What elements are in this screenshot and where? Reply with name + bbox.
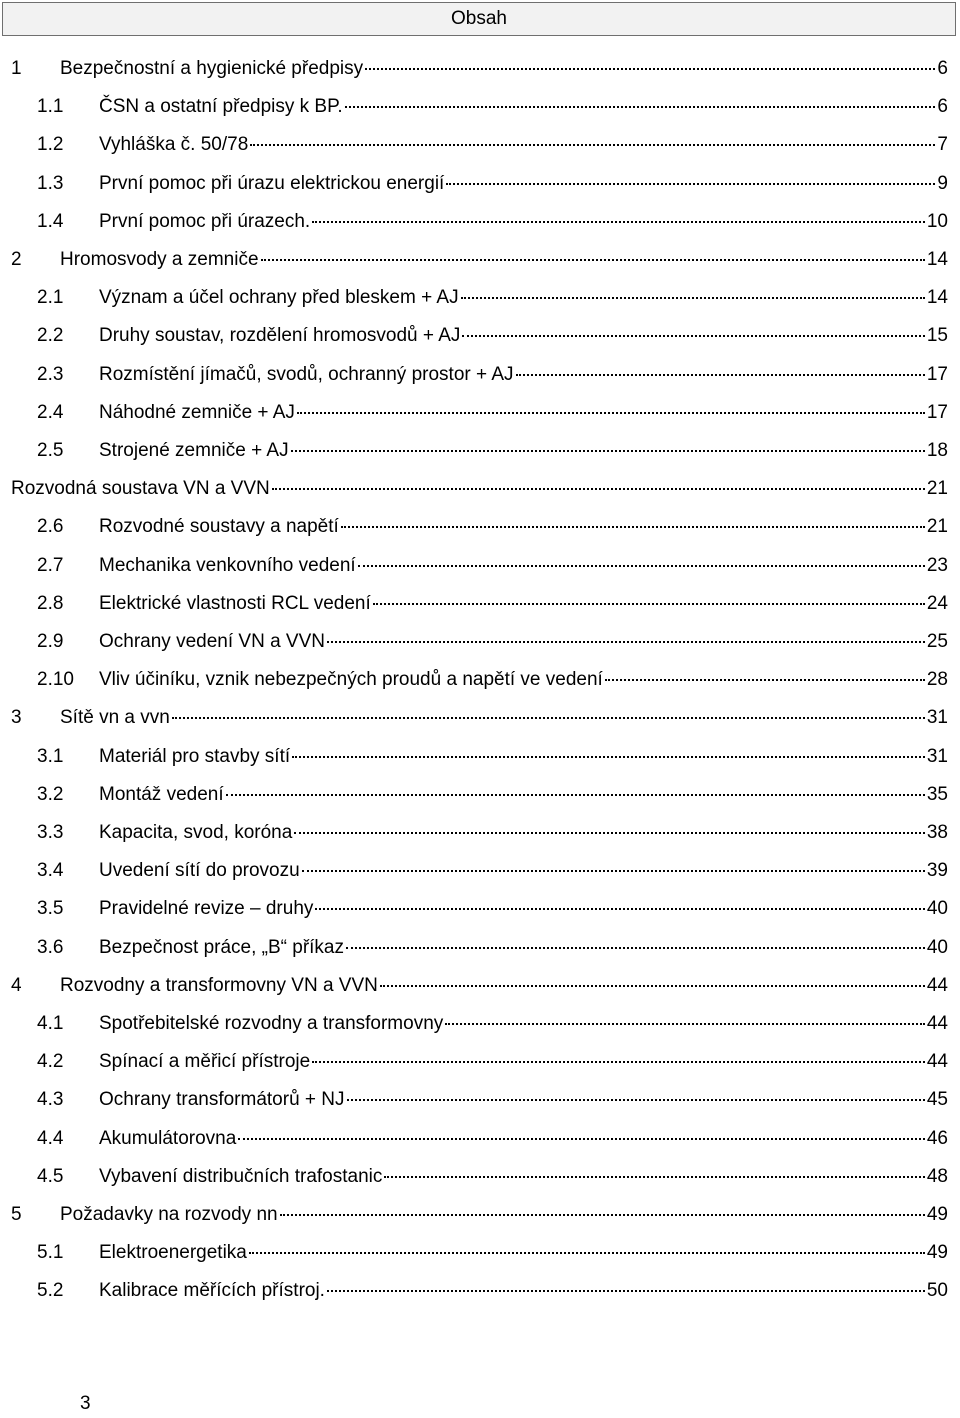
toc-entry-label: Ochrany vedení VN a VVN <box>99 631 325 652</box>
toc-entry-number: 2.1 <box>37 287 64 309</box>
toc-entry-line <box>99 547 948 585</box>
toc-entry[interactable] <box>0 356 960 394</box>
toc-entry[interactable] <box>0 1158 960 1196</box>
toc-entry[interactable] <box>0 88 960 126</box>
toc-entry[interactable] <box>0 929 960 967</box>
toc-entry-label: Rozvodné soustavy a napětí <box>99 516 339 538</box>
toc-entry-label: Akumulátorovna <box>99 1127 237 1149</box>
toc-entry-page: 23 <box>926 554 948 576</box>
toc-entry-page: 46 <box>926 1127 948 1149</box>
toc-entry-number: 3 <box>11 707 22 729</box>
toc-entry-page: 6 <box>937 96 948 118</box>
toc-leader-dots <box>249 1252 925 1254</box>
toc-entry-number: 4.3 <box>37 1089 64 1111</box>
toc-entry[interactable] <box>0 279 960 317</box>
toc-leader-dots <box>380 985 925 987</box>
toc-entry-line <box>99 890 948 928</box>
toc-entry-number: 2.10 <box>37 669 74 691</box>
toc-entry-number: 3.4 <box>37 860 64 882</box>
toc-entry-page: 31 <box>926 745 948 767</box>
toc-entry-label: Bezpečnost práce, „B“ příkaz <box>99 936 344 958</box>
toc-leader-dots <box>261 259 925 261</box>
toc-entry-line <box>99 165 948 203</box>
toc-entry-number: 2.3 <box>37 363 64 385</box>
toc-entry-number: 1 <box>11 58 22 79</box>
toc-entry-label: Hromosvody a zemniče <box>60 249 259 270</box>
toc-entry[interactable] <box>0 967 960 1005</box>
toc-entry-number: 3.2 <box>37 783 64 805</box>
toc-entry[interactable] <box>0 508 960 546</box>
toc-entry-line <box>99 929 948 967</box>
toc-entry-line <box>99 432 948 470</box>
toc-entry-page: 44 <box>926 1013 948 1034</box>
toc-entry[interactable] <box>0 1120 960 1158</box>
toc-leader-dots <box>280 1214 925 1216</box>
toc-leader-dots <box>226 794 925 796</box>
toc-leader-dots <box>302 870 925 872</box>
toc-entry-page: 9 <box>937 172 948 194</box>
toc-entry-line <box>99 279 948 317</box>
toc-entry-page: 7 <box>937 134 948 156</box>
toc-entry-label: ČSN a ostatní předpisy k BP. <box>99 96 343 118</box>
toc-entry[interactable] <box>0 699 960 737</box>
toc-entry-number: 1.4 <box>37 210 64 232</box>
toc-entry-label: První pomoc při úrazu elektrickou energií <box>99 172 445 194</box>
toc-entry-number: 2.2 <box>37 325 64 347</box>
toc-leader-dots <box>358 565 925 567</box>
toc-title-box <box>2 2 956 36</box>
toc-entry-line <box>60 50 948 88</box>
toc-entry-page: 44 <box>926 974 948 996</box>
toc-leader-dots <box>297 412 925 414</box>
toc-leader-dots <box>272 488 925 490</box>
toc-entry-number: 4.4 <box>37 1127 64 1149</box>
toc-entry-line <box>99 203 948 241</box>
toc-leader-dots <box>172 717 925 719</box>
toc-entry-number: 5.1 <box>37 1242 64 1264</box>
toc-entry-page: 40 <box>926 898 948 920</box>
toc-entry[interactable] <box>0 852 960 890</box>
toc-leader-dots <box>346 947 925 949</box>
toc-entry-line <box>99 1234 948 1272</box>
toc-entry[interactable] <box>0 1005 960 1043</box>
toc-entry[interactable] <box>0 1081 960 1119</box>
toc-entry-page: 10 <box>926 210 948 232</box>
toc-entry-label: Elektroenergetika <box>99 1242 247 1264</box>
toc-entry-number: 1.1 <box>37 96 64 118</box>
toc-entry-line <box>99 88 948 126</box>
toc-entry[interactable] <box>0 1272 960 1310</box>
toc-entry-number: 2.4 <box>37 401 64 423</box>
toc-entry-page: 48 <box>926 1165 948 1187</box>
toc-entry-label: Spínací a měřicí přístroje <box>99 1051 311 1073</box>
toc-entry-page: 17 <box>926 363 948 385</box>
toc-entry-page: 14 <box>926 249 948 270</box>
toc-entry-label: Význam a účel ochrany před bleskem + AJ <box>99 287 459 309</box>
toc-entry-number: 1.2 <box>37 134 64 156</box>
toc-entry[interactable] <box>0 738 960 776</box>
toc-entry[interactable] <box>0 432 960 470</box>
toc-leader-dots <box>345 106 936 108</box>
toc-entry-page: 50 <box>926 1280 948 1302</box>
toc-leader-dots <box>238 1138 925 1140</box>
toc-entry-label: První pomoc při úrazech. <box>99 210 311 232</box>
toc-entry[interactable] <box>0 165 960 203</box>
toc-entry-number: 2.9 <box>37 631 64 652</box>
toc-entry[interactable] <box>0 623 960 661</box>
toc-entry-number: 4.5 <box>37 1165 64 1187</box>
toc-entry-label: Bezpečnostní a hygienické předpisy <box>60 58 364 79</box>
toc-leader-dots <box>292 756 925 758</box>
toc-entry-label: Náhodné zemniče + AJ <box>99 401 295 423</box>
toc-entry-line <box>60 241 948 279</box>
toc-leader-dots <box>365 68 935 70</box>
toc-entry[interactable] <box>0 890 960 928</box>
toc-entry[interactable] <box>0 470 960 508</box>
toc-entry-line <box>60 699 948 737</box>
toc-entry-line <box>99 623 948 661</box>
toc-entry-label: Vyhláška č. 50/78 <box>99 134 249 156</box>
toc-entry-page: 38 <box>926 822 948 843</box>
toc-entry-line <box>99 776 948 814</box>
toc-leader-dots <box>461 297 925 299</box>
toc-entry[interactable] <box>0 126 960 164</box>
toc-entry-number: 5.2 <box>37 1280 64 1302</box>
toc-entry-label: Mechanika venkovního vedení <box>99 554 356 576</box>
toc-entry-line <box>99 394 948 432</box>
toc-entry-line <box>99 1043 948 1081</box>
toc-entry-page: 49 <box>926 1242 948 1264</box>
toc-leader-dots <box>341 526 925 528</box>
toc-leader-dots <box>250 144 935 146</box>
toc-entry-number: 2 <box>11 249 22 270</box>
toc-entry-label: Strojené zemniče + AJ <box>99 440 289 461</box>
toc-entry-line <box>99 356 948 394</box>
toc-entry-label: Požadavky na rozvody nn <box>60 1204 278 1225</box>
toc-entry-label: Vybavení distribučních trafostanic <box>99 1165 383 1187</box>
toc-entry-label: Elektrické vlastnosti RCL vedení <box>99 592 371 614</box>
toc-entry-label: Uvedení sítí do provozu <box>99 860 300 882</box>
toc-entry-number: 3.6 <box>37 936 64 958</box>
toc-entry-label: Druhy soustav, rozdělení hromosvodů + AJ <box>99 325 461 347</box>
toc-entry-page: 45 <box>926 1089 948 1111</box>
toc-leader-dots <box>327 1290 925 1292</box>
toc-entry[interactable] <box>0 1196 960 1234</box>
toc-entry-line <box>99 738 948 776</box>
toc-leader-dots <box>312 1061 925 1063</box>
toc-entry[interactable] <box>0 394 960 432</box>
toc-leader-dots <box>291 450 925 452</box>
toc-leader-dots <box>315 908 924 910</box>
toc-entry-line <box>99 1272 948 1310</box>
toc-entry-line <box>99 126 948 164</box>
toc-entry-page: 21 <box>926 516 948 538</box>
toc-entry-line <box>99 1081 948 1119</box>
toc-entry-page: 35 <box>926 783 948 805</box>
toc-leader-dots <box>462 335 924 337</box>
toc-leader-dots <box>446 183 935 185</box>
toc-entry-page: 44 <box>926 1051 948 1073</box>
toc-entry-page: 49 <box>926 1204 948 1225</box>
toc-entry-line <box>99 317 948 355</box>
toc-entry-number: 2.6 <box>37 516 64 538</box>
toc-leader-dots <box>373 603 925 605</box>
toc-entry-number: 3.5 <box>37 898 64 920</box>
toc-entry-page: 25 <box>926 631 948 652</box>
toc-entry-page: 24 <box>926 592 948 614</box>
toc-leader-dots <box>384 1176 924 1178</box>
toc-leader-dots <box>516 374 925 376</box>
toc-entry[interactable] <box>0 814 960 852</box>
toc-leader-dots <box>327 641 925 643</box>
toc-entry[interactable] <box>0 50 960 88</box>
toc-entry-line <box>99 661 948 699</box>
toc-entry-page: 6 <box>937 58 948 79</box>
toc-entry-line <box>99 814 948 852</box>
toc-entry-page: 15 <box>926 325 948 347</box>
toc-entry-label: Rozmístění jímačů, svodů, ochranný prostor + AJ <box>99 363 514 385</box>
toc-entry-line <box>60 967 948 1005</box>
toc-entry-page: 40 <box>926 936 948 958</box>
toc-title: Obsah <box>451 8 507 29</box>
toc-entry[interactable] <box>0 1234 960 1272</box>
toc-entry-line <box>99 1120 948 1158</box>
toc-entry-number: 4.1 <box>37 1013 64 1034</box>
toc-entry[interactable] <box>0 317 960 355</box>
toc-entry-line <box>11 470 948 508</box>
toc-entry-line <box>99 1158 948 1196</box>
toc-entry-page: 39 <box>926 860 948 882</box>
toc-entry-label: Ochrany transformátorů + NJ <box>99 1089 345 1111</box>
toc-entry-label: Spotřebitelské rozvodny a transformovny <box>99 1013 444 1034</box>
toc-entry-line <box>99 852 948 890</box>
toc-entry-label: Rozvodná soustava VN a VVN <box>11 478 270 500</box>
toc-entry-number: 2.8 <box>37 592 64 614</box>
toc-entry[interactable] <box>0 241 960 279</box>
toc-entry-label: Pravidelné revize – druhy <box>99 898 314 920</box>
toc-leader-dots <box>445 1023 925 1025</box>
toc-entry[interactable] <box>0 661 960 699</box>
toc-entry[interactable] <box>0 1043 960 1081</box>
toc-entry-label: Materiál pro stavby sítí <box>99 745 291 767</box>
toc-entry-page: 14 <box>926 287 948 309</box>
toc-entry[interactable] <box>0 776 960 814</box>
toc-entry-line <box>99 585 948 623</box>
toc-entry[interactable] <box>0 547 960 585</box>
toc-entry-label: Rozvodny a transformovny VN a VVN <box>60 974 378 996</box>
toc-entry-page: 17 <box>926 401 948 423</box>
toc-leader-dots <box>605 679 925 681</box>
toc-entry-page: 21 <box>926 478 948 500</box>
toc-entry-number: 3.3 <box>37 822 64 843</box>
toc-entry-page: 31 <box>926 707 948 729</box>
toc-entry-line <box>60 1196 948 1234</box>
toc-entry-number: 4.2 <box>37 1051 64 1073</box>
toc-entry-label: Sítě vn a vvn <box>60 707 170 729</box>
toc-entry-label: Kalibrace měřících přístroj. <box>99 1280 325 1302</box>
toc-entry-label: Vliv účiníku, vznik nebezpečných proudů a napětí ve vedení <box>99 669 603 691</box>
toc-entry[interactable] <box>0 203 960 241</box>
toc-entry-label: Kapacita, svod, koróna <box>99 822 293 843</box>
toc-entry[interactable] <box>0 585 960 623</box>
toc-entry-number: 5 <box>11 1204 22 1225</box>
toc-entry-number: 1.3 <box>37 172 64 194</box>
toc-entry-page: 18 <box>926 440 948 461</box>
toc-entry-line <box>99 508 948 546</box>
toc-entry-number: 2.7 <box>37 554 64 576</box>
toc-entry-number: 4 <box>11 974 22 996</box>
toc-entry-label: Montáž vedení <box>99 783 224 805</box>
toc-leader-dots <box>347 1099 925 1101</box>
toc-entry-page: 28 <box>926 669 948 691</box>
toc-leader-dots <box>294 832 925 834</box>
toc-entry-line <box>99 1005 948 1043</box>
footer-page-number: 3 <box>80 1393 91 1414</box>
toc-entry-number: 3.1 <box>37 745 64 767</box>
toc-leader-dots <box>312 221 925 223</box>
toc-entry-number: 2.5 <box>37 440 64 461</box>
